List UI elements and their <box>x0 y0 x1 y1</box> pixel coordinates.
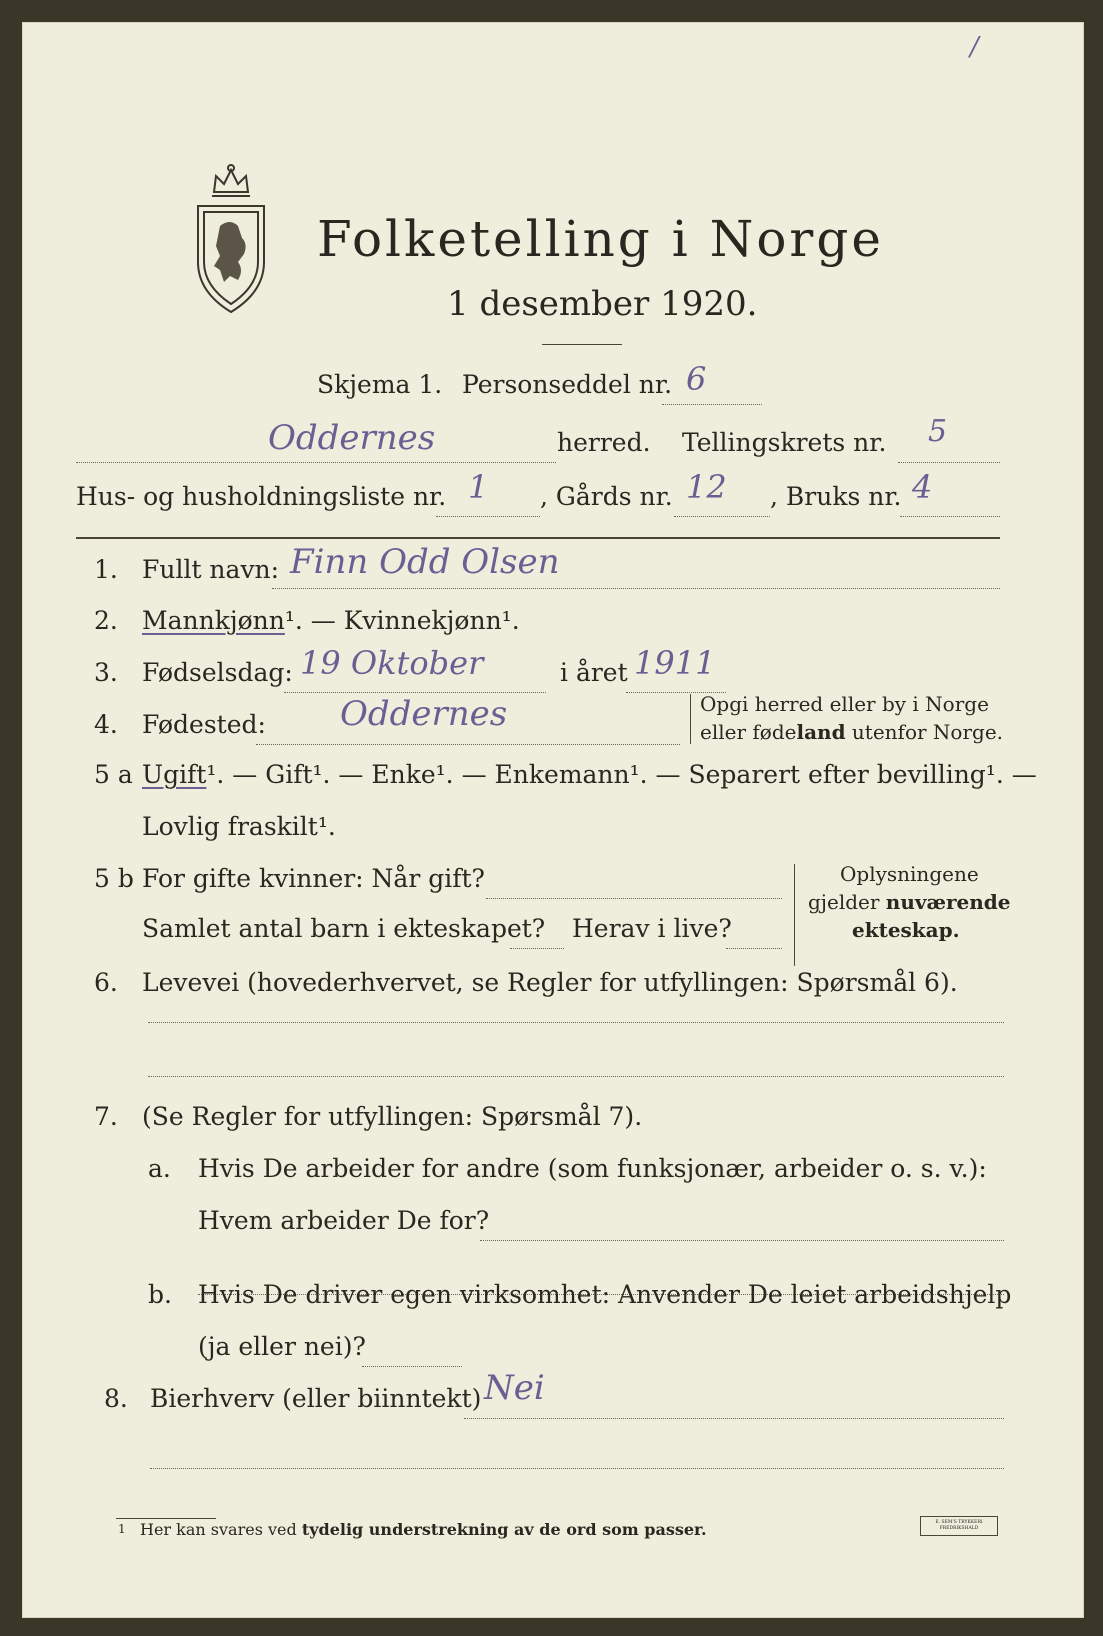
q5b-note-1: Oplysningene <box>840 862 979 886</box>
tellingskrets-nr-field[interactable]: 5 <box>928 414 948 449</box>
form-date: 1 desember 1920. <box>447 284 758 324</box>
birthday-field[interactable]: 19 Oktober <box>300 644 484 682</box>
header-rule <box>76 537 1000 539</box>
q4-label: Fødested: <box>142 710 266 739</box>
q3-label: Fødselsdag: <box>142 658 293 687</box>
gards-label: , Gårds nr. <box>540 482 673 511</box>
skjema-label: Skjema 1. <box>317 370 443 399</box>
q5b-number: 5 b <box>94 864 134 893</box>
option-lovlig-fraskilt[interactable]: Lovlig fraskilt¹. <box>142 812 336 841</box>
birthplace-field[interactable]: Oddernes <box>340 694 508 734</box>
herred-field[interactable]: Oddernes <box>268 418 436 458</box>
q5b-note-2: gjelder nuværende <box>808 890 1011 914</box>
full-name-field[interactable]: Finn Odd Olsen <box>290 542 560 582</box>
q7b-label-2: (ja eller nei)? <box>198 1332 366 1361</box>
q7-number: 7. <box>94 1102 118 1131</box>
q6-label: Levevei (hovederhvervet, se Regler for utfyllingen: Spørsmål 6). <box>142 968 958 997</box>
q4-note-1: Opgi herred eller by i Norge <box>700 692 989 716</box>
q7a-number: a. <box>148 1154 171 1183</box>
q7-label: (Se Regler for utfyllingen: Spørsmål 7). <box>142 1102 643 1131</box>
q6-number: 6. <box>94 968 118 997</box>
side-income-field-2[interactable] <box>150 1468 1004 1469</box>
q8-label: Bierhverv (eller biinntekt) <box>150 1384 482 1413</box>
footnote-text: Her kan svares ved tydelig understrekning av de ord som passer. <box>140 1520 707 1539</box>
printer-stamp: E. SEM'S TRYKKERI FREDRIKSHALD <box>920 1516 998 1536</box>
form-title: Folketelling i Norge <box>317 210 884 268</box>
coat-of-arms-icon <box>186 162 276 317</box>
q7a-label: Hvis De arbeider for andre (som funksjonær, arbeider o. s. v.): <box>198 1154 987 1183</box>
census-form <box>22 22 1084 1618</box>
q5a-options: Ugift¹. — Gift¹. — Enke¹. — Enkemann¹. — Separert efter bevilling¹. — <box>142 760 1037 789</box>
q1-number: 1. <box>94 555 118 584</box>
employer-field-1[interactable] <box>480 1240 1004 1241</box>
footnote-divider <box>116 1518 216 1519</box>
bruks-nr-field[interactable]: 4 <box>912 468 933 506</box>
title-divider <box>542 344 622 345</box>
hired-help-field[interactable] <box>362 1366 462 1367</box>
occupation-field-2[interactable] <box>148 1076 1004 1077</box>
q2-options: Mannkjønn¹. — Kvinnekjønn¹. <box>142 606 520 635</box>
husholdning-nr-field[interactable]: 1 <box>468 468 489 506</box>
q4-number: 4. <box>94 710 118 739</box>
q3-number: 3. <box>94 658 118 687</box>
q5b-label-2: Samlet antal barn i ekteskapet? <box>142 914 546 943</box>
option-ugift[interactable]: Ugift <box>142 760 207 789</box>
husholdning-label: Hus- og husholdningsliste nr. <box>76 482 447 511</box>
option-kvinnekjonn[interactable]: Kvinnekjønn¹. <box>343 606 520 635</box>
personseddel-label: Personseddel nr. <box>462 370 673 399</box>
corner-mark: / <box>970 32 979 62</box>
married-date-field[interactable] <box>486 898 782 899</box>
q7b-number: b. <box>148 1280 172 1309</box>
q7a-label-2: Hvem arbeider De for? <box>198 1206 490 1235</box>
children-count-field[interactable] <box>510 948 564 949</box>
gards-nr-field[interactable]: 12 <box>686 468 727 506</box>
q5b-note-3: ekteskap. <box>852 918 960 942</box>
q5a-number: 5 a <box>94 760 133 789</box>
personseddel-nr-field[interactable]: 6 <box>686 360 707 398</box>
q4-note-2: eller fødeland utenfor Norge. <box>700 720 1004 744</box>
occupation-field-1[interactable] <box>148 1022 1004 1023</box>
option-mannkjonn[interactable]: Mannkjønn <box>142 606 285 635</box>
q8-number: 8. <box>104 1384 128 1413</box>
q1-label: Fullt navn: <box>142 555 280 584</box>
children-alive-field[interactable] <box>726 948 782 949</box>
q3-year-label: i året <box>560 658 628 687</box>
q2-number: 2. <box>94 606 118 635</box>
tellingskrets-label: Tellingskrets nr. <box>682 428 887 457</box>
q5b-label-3: Herav i live? <box>572 914 732 943</box>
herred-label: herred. <box>557 428 651 457</box>
birth-year-field[interactable]: 1911 <box>634 644 716 682</box>
q7b-label: Hvis De driver egen virksomhet: Anvender De leiet arbeidshjelp <box>198 1280 1012 1309</box>
bruks-label: , Bruks nr. <box>770 482 902 511</box>
footnote-mark: 1 <box>118 1522 126 1536</box>
q5b-label-1: For gifte kvinner: Når gift? <box>142 864 485 893</box>
side-income-field[interactable]: Nei <box>484 1368 545 1408</box>
